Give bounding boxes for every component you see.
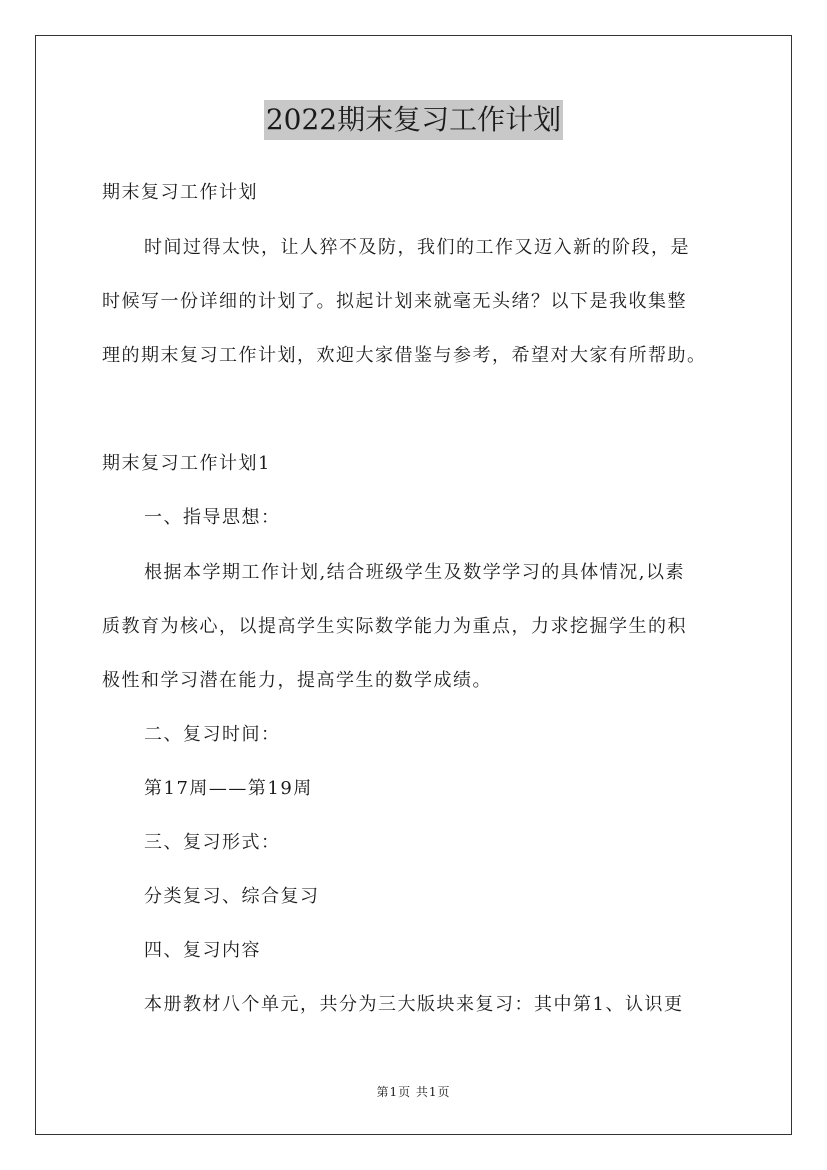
subheading: 一、指导思想： [144, 507, 281, 528]
paragraph-line: 根据本学期工作计划,结合班级学生及数学学习的具体情况,以素 [144, 562, 685, 583]
paragraph-line: 时间过得太快，让人猝不及防，我们的工作又迈入新的阶段，是 [144, 237, 690, 258]
paragraph-line: 极性和学习潜在能力，提高学生的数学成绩。 [102, 670, 492, 691]
page-footer: 第1页 共1页 [376, 1085, 451, 1099]
paragraph-line: 理的期末复习工作计划，欢迎大家借鉴与参考，希望对大家有所帮助。 [102, 345, 707, 366]
paragraph-line: 分类复习、综合复习 [144, 886, 320, 907]
paragraph-line: 第17周——第19周 [144, 778, 313, 799]
subheading: 四、复习内容 [144, 940, 261, 961]
document-title: 2022期末复习工作计划 [264, 100, 563, 140]
paragraph-line: 本册教材八个单元，共分为三大版块来复习：其中第1、认识更 [144, 994, 684, 1015]
subheading: 三、复习形式： [144, 832, 281, 853]
paragraph-line: 质教育为核心，以提高学生实际数学能力为重点，力求挖掘学生的积 [102, 616, 687, 637]
paragraph-line: 时候写一份详细的计划了。拟起计划来就毫无头绪？以下是我收集整 [102, 291, 687, 312]
title-container [0, 100, 827, 140]
section-heading: 期末复习工作计划1 [102, 453, 271, 474]
subheading: 二、复习时间： [144, 724, 281, 745]
section-heading: 期末复习工作计划 [102, 182, 258, 203]
